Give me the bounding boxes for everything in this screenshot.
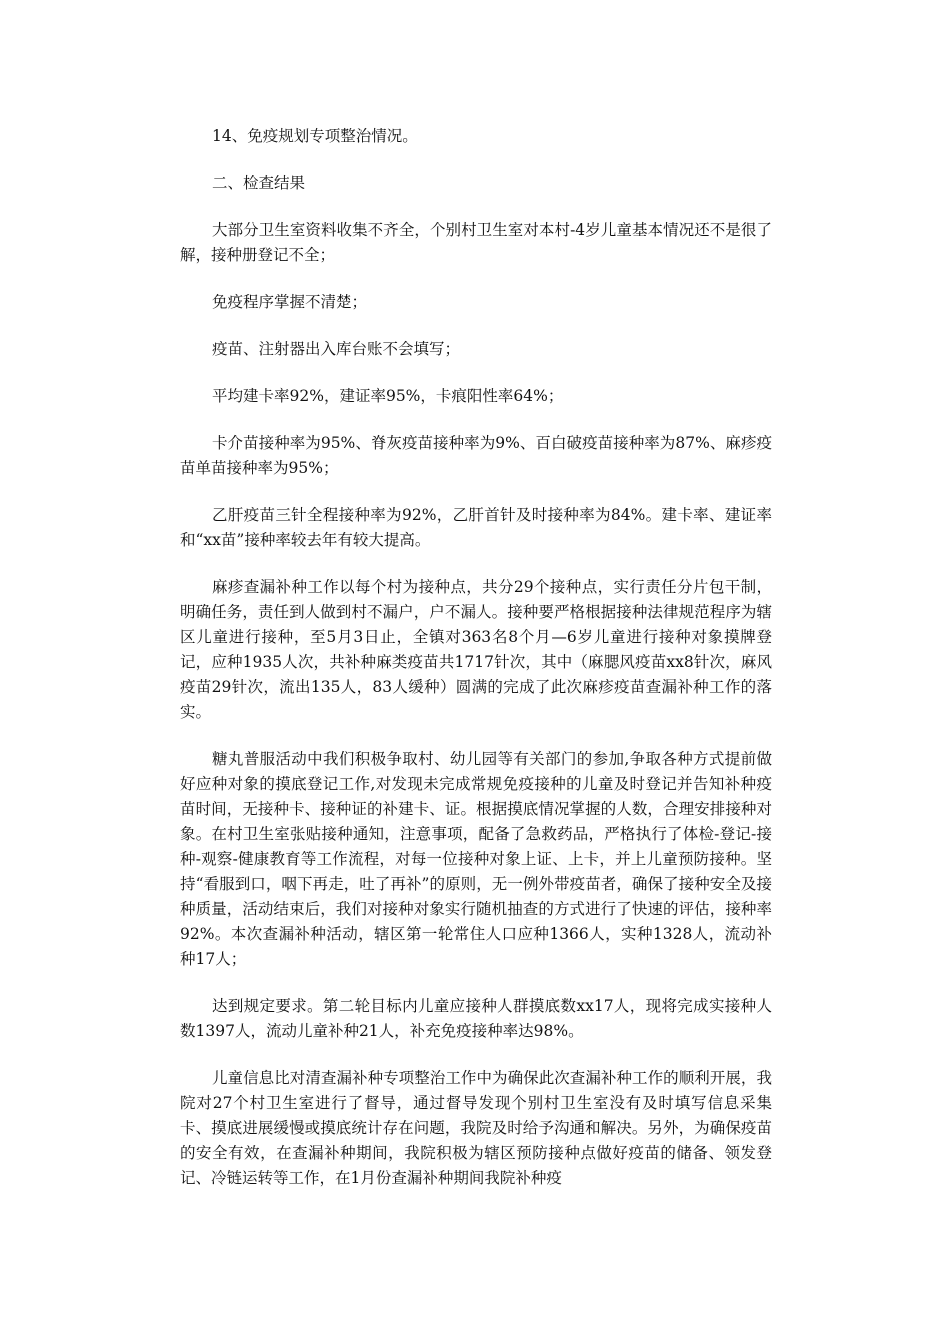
paragraph-hepatitis-b: 乙肝疫苗三针全程接种率为92%，乙肝首针及时接种率为84%。建卡率、建证率和“xx苗”接种率较去年有较大提高。 <box>180 506 772 549</box>
heading-inspection-results: 二、检查结果 <box>212 174 306 192</box>
paragraph-vaccine-rates: 卡介苗接种率为95%、脊灰疫苗接种率为9%、百白破疫苗接种率为87%、麻疹疫苗单苗接种率为95%； <box>180 434 772 477</box>
paragraph-second-round: 达到规定要求。第二轮目标内儿童应接种人群摸底数xx17人，现将完成实接种人数1397人，流动儿童补种21人，补充免疫接种率达98%。 <box>180 997 772 1040</box>
paragraph-procedure: 免疫程序掌握不清楚； <box>212 293 368 311</box>
document-body <box>180 124 772 1213</box>
paragraph-data-collection: 大部分卫生室资料收集不齐全，个别村卫生室对本村-4岁儿童基本情况还不是很了解，接种册登记不全； <box>180 221 772 264</box>
paragraph-section-14: 14、免疫规划专项整治情况。 <box>212 127 418 145</box>
paragraph-ledger: 疫苗、注射器出入库台账不会填写； <box>212 340 461 358</box>
paragraph-measles-catchup: 麻疹查漏补种工作以每个村为接种点，共分29个接种点，实行责任分片包干制，明确任务，责任到人做到村不漏户，户不漏人。接种要严格根据接种法律规范程序为辖区儿童进行接种，至5月3日止，全镇对363名8个月—6岁儿童进行接种对象摸牌登记，应种1935人次，共补种麻类疫苗共1717针次，其中（麻腮风疫苗xx8针次，麻风疫苗29针次，流出135人，83人缓种）圆满的完成了此次麻疹疫苗查漏补种工作的落实。 <box>180 578 772 721</box>
paragraph-polio-campaign: 糖丸普服活动中我们积极争取村、幼儿园等有关部门的参加,争取各种方式提前做好应种对象的摸底登记工作,对发现未完成常规免疫接种的儿童及时登记并告知补种疫苗时间，无接种卡、接种证的补建卡、证。根据摸底情况掌握的人数，合理安排接种对象。在村卫生室张贴接种通知，注意事项，配备了急救药品，严格执行了体检-登记-接种-观察-健康教育等工作流程，对每一位接种对象上证、上卡，并上儿童预防接种。坚持“看服到口，咽下再走，吐了再补”的原则，无一例外带疫苗者，确保了接种安全及接种质量，活动结束后，我们对接种对象实行随机抽查的方式进行了快速的评估，接种率92%。本次查漏补种活动，辖区第一轮常住人口应种1366人，实种1328人，流动补种17人； <box>180 750 772 968</box>
paragraph-card-rate: 平均建卡率92%，建证率95%，卡痕阳性率64%； <box>212 387 564 405</box>
paragraph-info-comparison: 儿童信息比对清查漏补种专项整治工作中为确保此次查漏补种工作的顺利开展，我院对27个村卫生室进行了督导，通过督导发现个别村卫生室没有及时填写信息采集卡、摸底进展缓慢或摸底统计存在问题，我院及时给予沟通和解决。另外，为确保疫苗的安全有效，在查漏补种期间，我院积极为辖区预防接种点做好疫苗的储备、领发登记、冷链运转等工作，在1月份查漏补种期间我院补种疫 <box>180 1069 772 1187</box>
